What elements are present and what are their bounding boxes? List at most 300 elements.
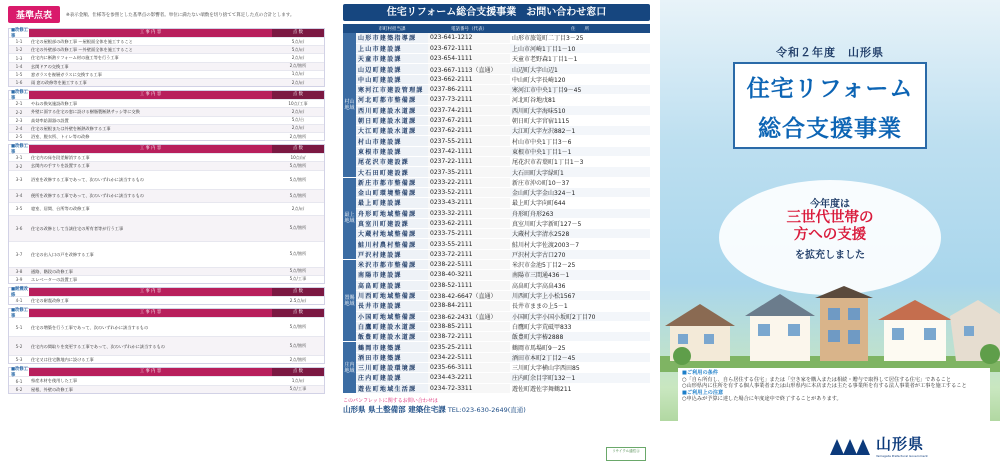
contact-row (343, 218, 650, 228)
office-address: 西川町大字海味510 (510, 105, 650, 115)
office-address: 大蔵村大字清水2528 (510, 229, 650, 239)
office-name: 白鷹町建設水道課 (356, 321, 428, 331)
row-points: 2点/㎡ (291, 55, 305, 60)
row-description: 住宅の増築を行う工事であって、次のいずれかに該当するもの (31, 324, 149, 330)
office-name: 大江町建設水道課 (356, 126, 428, 136)
office-address: 寒河江市中央1丁目9－45 (510, 84, 650, 94)
contact-row (343, 177, 650, 187)
row-points: 5点/㎡ (291, 46, 305, 52)
row-points: 2点/箇所 (289, 356, 307, 362)
region-label: 最上地域 (343, 177, 356, 259)
office-address: 高畠町大字高畠436 (510, 280, 650, 290)
row-description: 便所を改修する工事であって、次のいずれかに該当するもの (31, 193, 144, 199)
section-label: ■改修工事 (11, 144, 28, 156)
row-points: 1点/㎡ (291, 378, 305, 384)
recycle-mark: リサイクル適性Ⓐ (606, 447, 646, 461)
row-number: 2-1 (15, 101, 23, 107)
office-address: 酒田市本町2丁目2－45 (510, 352, 650, 362)
points-row (9, 275, 324, 283)
section-col-work: 工 事 内 容 (29, 288, 272, 296)
contact-row (343, 270, 650, 280)
bubble-line3: を拡充しました (795, 250, 865, 261)
row-number: 5-2 (15, 343, 23, 349)
section-col-points: 点 数 (272, 368, 324, 376)
row-number: 6-1 (15, 378, 23, 384)
contact-row (343, 373, 650, 383)
office-address: 大江町大字左沢882－1 (510, 126, 650, 136)
cover-title-box (733, 62, 927, 149)
office-name: 戸沢村建設課 (356, 249, 428, 259)
usage-conditions (678, 368, 990, 422)
section-header (9, 367, 324, 379)
row-points: 5点/台 (291, 117, 305, 123)
office-name: 上山市建設課 (356, 43, 428, 53)
office-name: 新庄市都市整備課 (356, 177, 428, 187)
contact-row (343, 136, 650, 146)
points-section (8, 287, 325, 305)
contact-row (343, 383, 650, 393)
contact-row (343, 260, 650, 270)
office-address: 金山町大字金山324－1 (510, 187, 650, 197)
contact-row (343, 54, 650, 64)
office-tel: 0234-43-2211 (428, 373, 510, 383)
row-points: 2点/箇所 (289, 133, 307, 139)
office-tel: 0234-22-5111 (428, 352, 510, 362)
row-points: 5点/箇所 (289, 176, 307, 182)
office-tel: 0237-67-2111 (428, 115, 510, 125)
office-address: 河北町谷地戊81 (510, 95, 650, 105)
contact-row (343, 342, 650, 352)
points-row (9, 45, 324, 53)
logo-subtext: Yamagata Prefectural Government (876, 454, 928, 458)
col-address: 住 所 (510, 24, 650, 33)
contact-row (343, 363, 650, 373)
row-description: 住宅内に断熱リフォーム材の施工等を行う工事 (31, 55, 119, 61)
office-address: 中山町大字長崎120 (510, 74, 650, 84)
points-row (9, 215, 324, 241)
row-description: 玄関内の手すりを設置する工事 (31, 163, 90, 169)
contact-row (343, 249, 650, 259)
office-name: 川西町地域整備課 (356, 290, 428, 300)
row-number: 4-1 (15, 298, 23, 304)
row-points: 5点/箇所 (289, 163, 307, 169)
section-label: ■改修工事 (11, 308, 28, 320)
yamagata-logo-icon (830, 437, 870, 455)
info-heading: ■ご利用の条件 (682, 370, 719, 376)
logo-text: 山形県 (876, 435, 925, 453)
office-tel: 0237-55-2111 (428, 136, 510, 146)
office-tel: 0237-42-1111 (428, 146, 510, 156)
contact-row (343, 229, 650, 239)
contact-row (343, 301, 650, 311)
office-name: 舟形町地域整備課 (356, 208, 428, 218)
row-number: 1-5 (15, 71, 23, 77)
contact-row (343, 64, 650, 74)
row-description: 県産木材を使用した工事 (31, 378, 78, 384)
row-description: 住宅の屋根または外壁を断熱改修する工事 (31, 125, 111, 131)
section-col-work: 工 事 内 容 (29, 368, 272, 376)
office-tel: 0238-72-2111 (428, 332, 510, 342)
panel-cover (660, 0, 1000, 473)
col-office: 市町村担当課 (356, 24, 428, 33)
section-col-points: 点 数 (272, 29, 324, 37)
points-row (9, 161, 324, 169)
office-name: 飯豊町建設水道課 (356, 332, 428, 342)
office-address: 東根市中央1丁目1－1 (510, 146, 650, 156)
section-col-points: 点 数 (272, 309, 324, 317)
office-tel: 0235-25-2111 (428, 342, 510, 352)
points-table-title: 基準点表 (8, 6, 60, 23)
office-name: 鮭川村農村整備課 (356, 239, 428, 249)
contact-row (343, 157, 650, 167)
row-points: 1点/㎡ (291, 71, 305, 77)
office-address: 村山市中央1丁目3－6 (510, 136, 650, 146)
row-points: 2点/㎡ (291, 79, 305, 85)
points-row (9, 37, 324, 45)
row-points: 5点/箇所 (289, 268, 307, 274)
office-name: 西川町建設水道課 (356, 105, 428, 115)
row-points: 5点/㎡ (291, 38, 305, 44)
office-address: 尾花沢市若葉町1丁目1－3 (510, 157, 650, 167)
contact-row (343, 43, 650, 53)
office-address: 天童市老野森1丁目1－1 (510, 54, 650, 64)
office-name: 中山町建設課 (356, 74, 428, 84)
points-row (9, 385, 324, 393)
row-points: 2点/㎡ (291, 109, 305, 115)
section-label: ■改修工事 (11, 367, 28, 379)
contact-row (343, 239, 650, 249)
region-label: 庄内地域 (343, 342, 356, 393)
office-name: 寒河江市建設管理課 (356, 84, 428, 94)
office-name: 酒田市建築課 (356, 352, 428, 362)
row-points: 5点/工事 (289, 386, 307, 392)
office-tel: 0233-52-2111 (428, 187, 510, 197)
points-row (9, 78, 324, 86)
office-name: 遊佐町地域生活課 (356, 383, 428, 393)
row-number: 3-9 (15, 276, 23, 282)
office-address: 最上町大字向町644 (510, 198, 650, 208)
contact-row (343, 126, 650, 136)
office-address: 大石田町大字緑町1 (510, 167, 650, 177)
office-name: 米沢市都市整備課 (356, 260, 428, 270)
office-name: 河北町都市整備課 (356, 95, 428, 105)
row-points: 2.5点/㎡ (289, 297, 307, 303)
row-number: 5-1 (15, 324, 23, 330)
contact-row (343, 187, 650, 197)
footer-tel: TEL:023-630-2649(直通) (447, 405, 526, 414)
points-row (9, 116, 324, 124)
pref-logo (830, 433, 928, 458)
row-number: 1-2 (15, 47, 23, 53)
cover-title-line2: 総合支援事業 (758, 116, 902, 142)
row-description: 住宅内の間取りを変更する工事であって、次のいずれかに該当するもの (31, 343, 165, 349)
office-tel: 0237-74-2111 (428, 105, 510, 115)
row-points: 5点/箇所 (289, 324, 307, 330)
office-name: 東根市建設課 (356, 146, 428, 156)
section-header (9, 308, 324, 320)
contact-row (343, 74, 650, 84)
points-row (9, 189, 324, 202)
points-row (9, 99, 324, 107)
office-address: 上山市河崎1丁目1－10 (510, 43, 650, 53)
row-points: 5点/箇所 (289, 192, 307, 198)
footer-small-text: このパンフレットに関するお問い合わせは (343, 397, 438, 404)
office-name: 小国町地域整備課 (356, 311, 428, 321)
contact-row (343, 33, 650, 43)
office-tel: 0237-22-1111 (428, 157, 510, 167)
info-item: ○山形県内に住所を有する個人事業者または山形県内に本店または主たる事業所を有する法人事業者が工事を施工すること (682, 383, 967, 389)
row-description: 寝室、居間、台所等の改修工事 (31, 206, 90, 212)
row-number: 2-2 (15, 109, 23, 115)
row-description: 住宅の外壁部の改修工事 ～外壁面全体を施工すること (31, 47, 133, 53)
section-header (9, 29, 324, 37)
row-number: 2-5 (15, 134, 23, 140)
office-name: 庄内町建設課 (356, 373, 428, 383)
office-tel: 023-654-1111 (428, 54, 510, 64)
row-points: 2点/㎡ (291, 205, 305, 211)
office-name: 鶴岡市建築課 (356, 342, 428, 352)
points-sections (8, 28, 325, 394)
points-row (9, 202, 324, 215)
points-row (9, 124, 324, 132)
office-name: 金山町環境整備課 (356, 187, 428, 197)
row-description: 住宅の出入口の戸を改修する工事 (31, 251, 94, 257)
region-label: 村山地域 (343, 33, 356, 177)
section-col-work: 工 事 内 容 (29, 29, 272, 37)
points-section (8, 90, 325, 141)
section-header (9, 287, 324, 299)
section-col-work: 工 事 内 容 (29, 309, 272, 317)
office-tel: 0233-32-2111 (428, 208, 510, 218)
row-description: 浴室、脱衣所、トイレ等の改修 (31, 134, 90, 140)
contact-row (343, 95, 650, 105)
row-points: 5点/箇所 (289, 343, 307, 349)
row-number: 3-6 (15, 225, 23, 231)
row-description: 住宅又は住宅敷地内に設ける工事 (31, 357, 94, 363)
office-tel: 0233-72-2111 (428, 249, 510, 259)
office-tel: 0238-42-6647（直通） (428, 290, 510, 300)
col-tel: 電話番号（代表） (428, 24, 510, 33)
office-tel: 023-667-1113（直通） (428, 64, 510, 74)
office-name: 大石田町建設課 (356, 167, 428, 177)
office-address: 長井市ままの上5－1 (510, 301, 650, 311)
points-row (9, 317, 324, 336)
points-row (9, 132, 324, 140)
region-label: 置賜地域 (343, 260, 356, 342)
section-col-points: 点 数 (272, 288, 324, 296)
contact-row (343, 280, 650, 290)
office-address: 飯豊町大字椿2888 (510, 332, 650, 342)
office-address: 舟形町舟形263 (510, 208, 650, 218)
row-number: 3-4 (15, 193, 23, 199)
office-tel: 0238-40-3211 (428, 270, 510, 280)
points-row (9, 355, 324, 363)
cover-bubble (719, 180, 941, 295)
contact-row (343, 167, 650, 177)
office-tel: 0238-85-2111 (428, 321, 510, 331)
col-spacer (343, 24, 356, 33)
office-address: 庄内町余目字町132－1 (510, 373, 650, 383)
office-tel: 023-641-1212 (428, 33, 510, 43)
office-tel: 0238-22-5111 (428, 260, 510, 270)
section-col-points: 点 数 (272, 145, 324, 153)
row-description: 住宅の改修として当該住宅の所有者等が行う工事 (31, 225, 124, 231)
row-points: 10点/工事 (288, 100, 308, 106)
office-address: 真室川町大字新町127－5 (510, 218, 650, 228)
footer-dept: 山形県 県土整備部 建築住宅課 (343, 404, 446, 414)
row-number: 3-7 (15, 251, 23, 257)
row-description: 雨 窓の改修等を施工する工事 (31, 80, 87, 86)
points-row (9, 170, 324, 189)
office-name: 尾花沢市建設課 (356, 157, 428, 167)
info-heading: ■ご利用上の注意 (682, 389, 724, 396)
office-tel: 0238-84-2111 (428, 301, 510, 311)
section-label: ■改修工事 (11, 90, 28, 102)
office-tel: 023-672-1111 (428, 43, 510, 53)
points-section (8, 367, 325, 393)
office-address: 川西町大字上小松1567 (510, 290, 650, 300)
row-number: 1-3 (15, 55, 23, 61)
contact-row (343, 146, 650, 156)
row-number: 6-2 (15, 386, 23, 392)
office-tel: 0234-72-3311 (428, 383, 510, 393)
office-tel: 0237-35-2111 (428, 167, 510, 177)
row-description: やねの換気施設改修工事 (31, 101, 78, 107)
office-tel: 023-662-2111 (428, 74, 510, 84)
row-points: 2点/㎡ (291, 125, 305, 131)
section-col-work: 工 事 内 容 (29, 91, 272, 99)
office-tel: 0238-62-2431（直通） (428, 311, 510, 321)
points-row (9, 107, 324, 115)
row-number: 3-5 (15, 206, 23, 212)
office-address: 白鷹町大字荒砥甲833 (510, 321, 650, 331)
office-tel: 0233-75-2111 (428, 229, 510, 239)
points-row (9, 241, 324, 267)
office-tel: 0237-62-2111 (428, 126, 510, 136)
office-tel: 0233-62-2111 (428, 218, 510, 228)
contact-row (343, 352, 650, 362)
office-name: 高畠町建設課 (356, 280, 428, 290)
office-tel: 0235-66-3111 (428, 363, 510, 373)
row-description: 外壁に面する住宅の窓に設ける樹脂製断熱サッシ等に交換 (31, 109, 140, 115)
office-address: 米沢市金池5丁目2－25 (510, 260, 650, 270)
row-number: 5-3 (15, 357, 23, 363)
cover-title-line1: 住宅リフォーム (746, 76, 914, 102)
office-name: 真室川町建設課 (356, 218, 428, 228)
info-item: ○申込みが予算に達した場合に年度途中で終了することがあります。 (682, 396, 842, 402)
contacts-body (343, 33, 650, 393)
points-row (9, 70, 324, 78)
office-address: 鮭川村大字佐渡2003－7 (510, 239, 650, 249)
office-address: 戸沢村大字古口270 (510, 249, 650, 259)
row-number: 1-6 (15, 80, 23, 86)
bubble-highlight1: 三世代世帯の (786, 210, 874, 226)
contact-row (343, 105, 650, 115)
row-description: 住宅の屋根部の改修工事 ～屋根面全体を施工すること (31, 39, 133, 44)
office-address: 鶴岡市馬場町9－25 (510, 342, 650, 352)
office-address: 山辺町大字山辺1 (510, 64, 650, 74)
office-address: 遊佐町遊佐字舞鶴211 (510, 383, 650, 393)
contact-row (343, 321, 650, 331)
office-name: 山形市建築指導課 (356, 33, 428, 43)
contact-row (343, 84, 650, 94)
bubble-line1: 今年度は (810, 199, 850, 210)
row-number: 3-2 (15, 163, 23, 169)
section-label: ■改修工事 (11, 28, 28, 39)
row-description: 窓ガラスを複層ガラスに交換する工事 (31, 71, 102, 77)
points-row (9, 153, 324, 161)
contact-row (343, 311, 650, 321)
office-name: 長井市建設課 (356, 301, 428, 311)
office-name: 天童市建設課 (356, 54, 428, 64)
row-points: 5点/工事 (289, 276, 307, 282)
row-points: 5点/箇所 (289, 251, 307, 257)
points-section (8, 144, 325, 284)
points-row (9, 267, 324, 275)
row-description: 住宅の耐震改修工事 (31, 298, 69, 304)
panel1-header (8, 6, 325, 23)
row-number: 3-1 (15, 155, 23, 161)
office-tel: 0238-52-1111 (428, 280, 510, 290)
office-address: 山形市旅篭町二丁目3－25 (510, 33, 650, 43)
office-name: 最上町建設課 (356, 198, 428, 208)
points-row (9, 296, 324, 304)
office-address: 三川町大字横山字西田85 (510, 363, 650, 373)
info-item: ○「自ら所有し、自ら居住する住宅」または「空き家を購入または相続・贈与で取得して居住する住宅」であること (682, 376, 952, 383)
row-description: 玄関ドアの交換工事 (31, 63, 69, 69)
row-number: 1-1 (15, 39, 23, 45)
contact-row (343, 208, 650, 218)
contacts-table (343, 24, 650, 394)
row-points: 5点/箇所 (289, 225, 307, 231)
points-section (8, 28, 325, 87)
section-col-points: 点 数 (272, 91, 324, 99)
office-name: 村山市建設課 (356, 136, 428, 146)
contacts-title: 住宅リフォーム総合支援事業 お問い合わせ窓口 (343, 4, 650, 21)
section-label: ■耐震改修 (11, 287, 28, 299)
row-description: 浴室を改修する工事であって、次のいずれかに該当するもの (31, 177, 144, 183)
panel-points-table (0, 0, 333, 473)
office-tel: 0233-55-2111 (428, 239, 510, 249)
bubble-highlight2: 方への支援 (793, 227, 867, 243)
points-row (9, 336, 324, 355)
cover-year: 令和２年度 山形県 (776, 46, 884, 59)
row-number: 3-8 (15, 268, 23, 274)
points-row (9, 376, 324, 384)
points-section (8, 308, 325, 364)
row-number: 1-4 (15, 63, 23, 69)
points-table-note: ※表示金額、仕様等を参照とした基準点の影響者。単位に満たない端数を切り捨てて算定した点の合計とします。 (66, 12, 295, 18)
office-address: 南陽市三間通436－1 (510, 270, 650, 280)
office-tel: 0237-86-2111 (428, 84, 510, 94)
office-name: 山辺町建設課 (356, 64, 428, 74)
office-address: 小国町大字小国小坂町2丁目70 (510, 311, 650, 321)
houses-illustration (660, 286, 1000, 372)
points-row (9, 62, 324, 70)
row-description: 住宅内の床を段差解消する工事 (31, 155, 90, 161)
office-name: 南陽市建設課 (356, 270, 428, 280)
office-name: 三川町建設環境課 (356, 363, 428, 373)
contact-row (343, 198, 650, 208)
points-row (9, 53, 324, 61)
office-name: 朝日町建設水道課 (356, 115, 428, 125)
office-tel: 0233-43-2111 (428, 198, 510, 208)
row-description: 屋根、外壁の改修工事 (31, 386, 73, 392)
office-address: 朝日町大字宮宿1115 (510, 115, 650, 125)
section-col-work: 工 事 内 容 (29, 145, 272, 153)
section-header (9, 90, 324, 102)
contact-row (343, 332, 650, 342)
